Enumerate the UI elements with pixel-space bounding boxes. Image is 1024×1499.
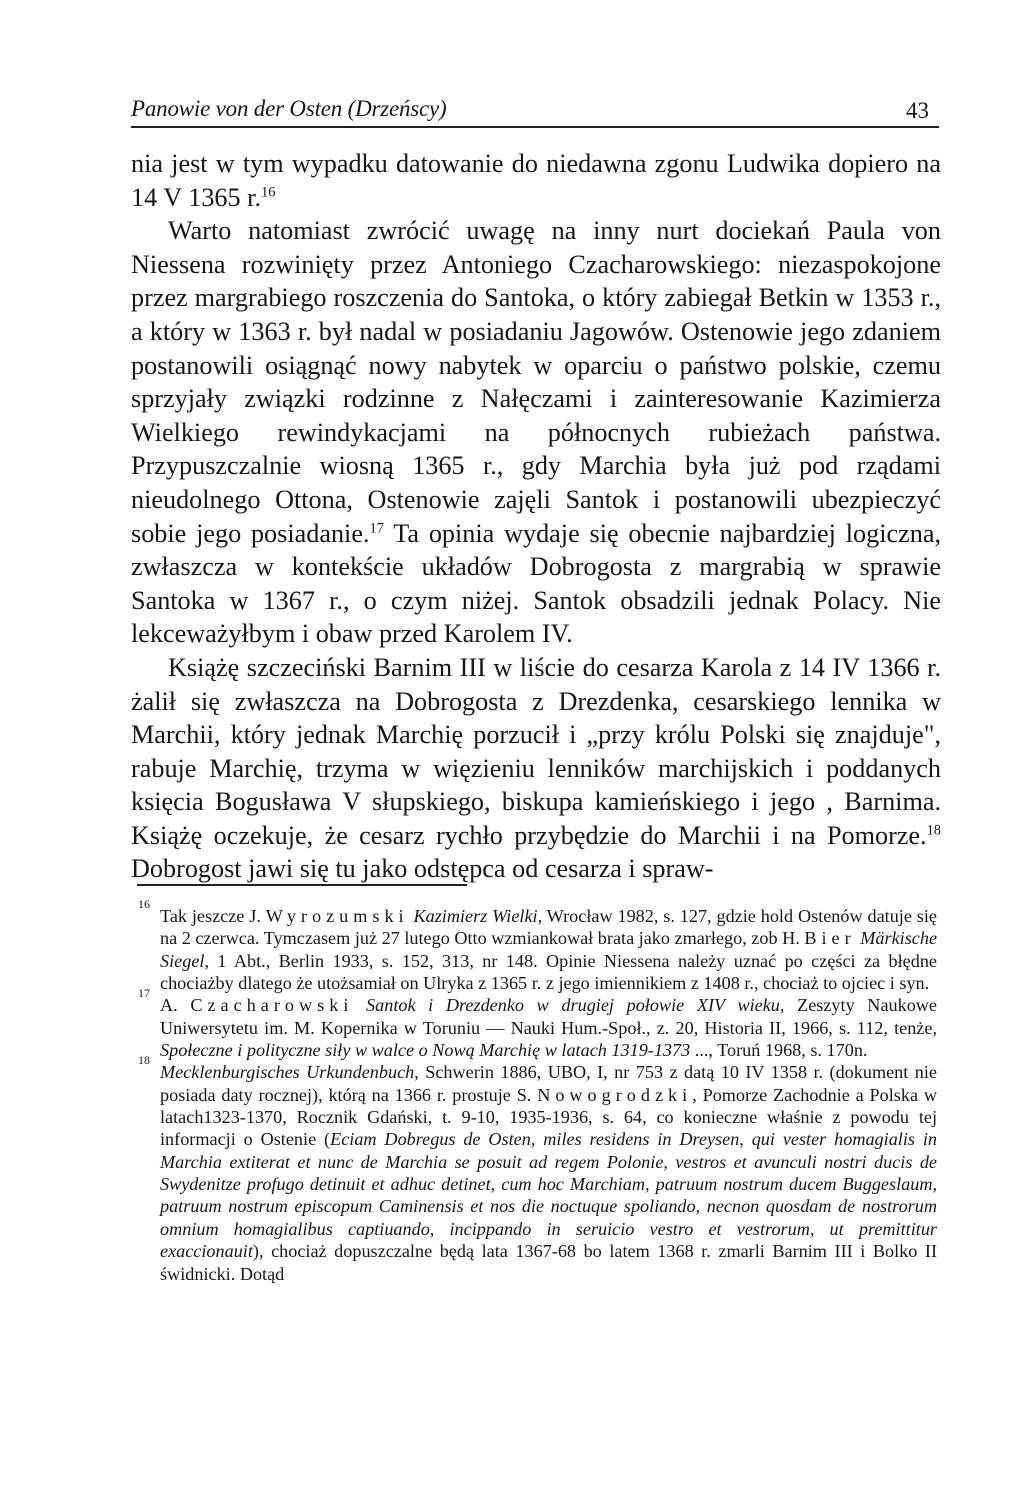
paragraph-2: [131, 214, 941, 651]
paragraph-1-text: nia jest w tym wypadku datowanie do niedawna zgonu Ludwika dopiero na 14 V 1365 r.: [131, 149, 941, 212]
footnote-ref-18[interactable]: 18: [926, 822, 941, 839]
footnote-18-author: Nowogrodzki: [537, 1084, 693, 1105]
footnote-16-work: Kazimierz Wielki: [413, 906, 538, 926]
paragraph-2-text-a: Warto natomiast zwrócić uwagę na inny nurt dociekań Paula von Niessena rozwinięty przez Antoniego Czacharowskiego: niezaspokojone przez margrabiego roszczenia do Santoka, o który zabiegał Betkin w 1353 r., a który w 1363 r. był nadal w posiadaniu Jagowów. Ostenowie jego zdaniem postanowili osiągnąć nowy nabytek w oparciu o państwo polskie, czemu sprzyjały związki rodzinne z Nałęczami i zainteresowanie Kazimierza Wielkiego rewindykacjami na północnych rubieżach państwa. Przypuszczalnie wiosną 1365 r., gdy Marchia była już pod rządami nieudolnego Ottona, Ostenowie zajęli Santok i postanowili ubezpieczyć sobie jego posiadanie.: [131, 216, 941, 548]
footnotes: [138, 897, 938, 1285]
footnote-18-work: Mecklenburgisches Urkundenbuch: [160, 1062, 415, 1083]
footnote-16-author: Wyrozumski: [265, 906, 409, 926]
paragraph-3-text-b: Dobrogost jawi się tu jako odstępca od cesarza i spraw-: [131, 854, 714, 884]
footnote-17-work-2: Społeczne i polityczne siły w walce o Nową Marchię w latach 1319-1373: [160, 1040, 691, 1061]
footnote-separator: [137, 884, 467, 886]
footnote-18-text-3: ), chociaż dopuszczalne będą lata 1367-68 bo latem 1368 r. zmarli Barnim III i Bolko II świdnicki. Dotąd: [160, 1241, 937, 1284]
page-number: 43: [906, 98, 929, 123]
running-title: Panowie von der Osten (Drzeńscy): [131, 96, 447, 121]
footnote-17-author: Czacharowski: [190, 995, 354, 1016]
footnote-16-work-2: Märkische Siegel: [160, 928, 938, 971]
footnote-18-quote: Eciam Dobregus de Osten, miles residens in Dreysen, qui vester homagialis in Marchia extiterat et nunc de Marchia se posuit ad regem Polonie, vestros et avunculi nostri ducis de Swydenitze profugo detinuit et adhuc detinet, cum hoc Marchiam, patruum nostrum ducem Buggeslaum, patruum nostrum episcopum Caminensis et nos die noctuque spoliando, necnon quosdam de nostrorum omnium homagialibus captiuando, incippando in seruicio vestro et vestrorum, ut premittitur exaccionauit: [160, 1129, 937, 1262]
footnote-ref-16[interactable]: 16: [261, 183, 276, 200]
footnote-16-text-2: , 1 Abt., Berlin 1933, s. 152, 313, nr 148. Opinie Niessena należy uznać po części za błędne chociażby dlatego że utożsamiał on Ulryka z 1365 r. z jego imiennikiem z 1408 r., chociaż to ojciec i syn.: [160, 950, 937, 994]
footnote-17: 17 A. Czacharowski Santok i Drezdenko w drugiej połowie XIV wieku, Zeszyty Naukowe Uniwersytetu im. M. Kopernika w Toruniu — Nauki Hum.-Społ., z. 20, Historia II, 1966, s. 112, tenże, Społeczne i polityczne siły w walce o Nową Marchię w latach 1319-1373 ..., Toruń 1968, s. 170n.: [138, 986, 938, 1061]
footnote-18-text-2: , Pomorze Zachodnie a Polska w latach1323-1370, Rocznik Gdański, t. 9-10, 1935-1936, s. 64, co konieczne właśnie z powodu tej informacji o Ostenie (: [160, 1084, 937, 1150]
paragraph-1: [131, 147, 941, 214]
footnote-17-text-2: ..., Toruń 1968, s. 170n.: [694, 1040, 868, 1061]
running-header: [131, 86, 939, 128]
footnote-16-author-2: Bier: [804, 928, 856, 949]
footnote-18-text: , Schwerin 1886, UBO, I, nr 753 z datą 10 IV 1358 r. (dokument nie posiada daty rocznej), którą na 1366 r. prostuje S.: [160, 1062, 937, 1105]
footnote-18: 18 Mecklenburgisches Urkundenbuch, Schwerin 1886, UBO, I, nr 753 z datą 10 IV 1358 r. (dokument nie posiada daty rocznej), którą na 1366 r. prostuje S. Nowogrodzki, Pomorze Zachodnie a Polska w latach1323-1370, Rocznik Gdański, t. 9-10, 1935-1936, s. 64, co konieczne właśnie z powodu tej informacji o Ostenie (Eciam Dobregus de Osten, miles residens in Dreysen, qui vester homagialis in Marchia extiterat et nunc de Marchia se posuit ad regem Polonie, vestros et avunculi nostri ducis de Swydenitze profugo detinuit et adhuc detinet, cum hoc Marchiam, patruum nostrum ducem Buggeslaum, patruum nostrum episcopum Caminensis et nos die noctuque spoliando, necnon quosdam de nostrorum omnium homagialibus captiuando, incippando in seruicio vestro et vestrorum, ut premittitur exaccionauit), chociaż dopuszczalne będą lata 1367-68 bo latem 1368 r. zmarli Barnim III i Bolko II świdnicki. Dotąd: [138, 1053, 937, 1284]
footnote-ref-17[interactable]: 17: [369, 519, 384, 536]
footnote-17-work: Santok i Drezdenko w drugiej połowie XIV wieku: [366, 995, 780, 1016]
footnote-16-lead: Tak jeszcze J.: [160, 906, 261, 926]
footnote-16-text: , Wrocław 1982, s. 127, gdzie hold Ostenów datuje się na 2 czerwca. Tymczasem już 27 lutego Otto wzmiankował brata jako zmarłego, zob H.: [160, 906, 937, 949]
paragraph-3-text-a: Książę szczeciński Barnim III w liście do cesarza Karola z 14 IV 1366 r. żalił się zwłaszcza na Dobrogosta z Drezdenka, cesarskiego lennika w Marchii, który jednak Marchię porzucił i „przy królu Polski się znajduje", rabuje Marchię, trzyma w więzieniu lenników marchijskich i poddanych księcia Bogusława V słupskiego, biskupa kamieńskiego i jego , Barnima. Książę oczekuje, że cesarz rychło przybędzie do Marchii i na Pomorze.: [131, 652, 941, 850]
paragraph-3: [131, 651, 941, 886]
footnote-17-lead: A.: [160, 995, 178, 1016]
paragraph-2-text-b: Ta opinia wydaje się obecnie najbardziej logiczna, zwłaszcza w kontekście układów Dobrogosta z margrabią w sprawie Santoka w 1367 r., o czym niżej. Santok obsadzili jednak Polacy. Nie lekceważyłbym i obaw przed Karolem IV.: [131, 518, 941, 649]
footnote-17-text: , Zeszyty Naukowe Uniwersytetu im. M. Kopernika w Toruniu — Nauki Hum.-Społ., z. 20, Historia II, 1966, s. 112, tenże,: [160, 995, 938, 1038]
footnote-16: 16 Tak jeszcze J. Wyrozumski Kazimierz Wielki, Wrocław 1982, s. 127, gdzie hold Ostenów datuje się na 2 czerwca. Tymczasem już 27 lutego Otto wzmiankował brata jako zmarłego, zob H. Bier Märkische Siegel, 1 Abt., Berlin 1933, s. 152, 313, nr 148. Opinie Niessena należy uznać po części za błędne chociażby dlatego że utożsamiał on Ulryka z 1365 r. z jego imiennikiem z 1408 r., chociaż to ojciec i syn.: [138, 897, 938, 994]
main-text: [131, 147, 941, 886]
